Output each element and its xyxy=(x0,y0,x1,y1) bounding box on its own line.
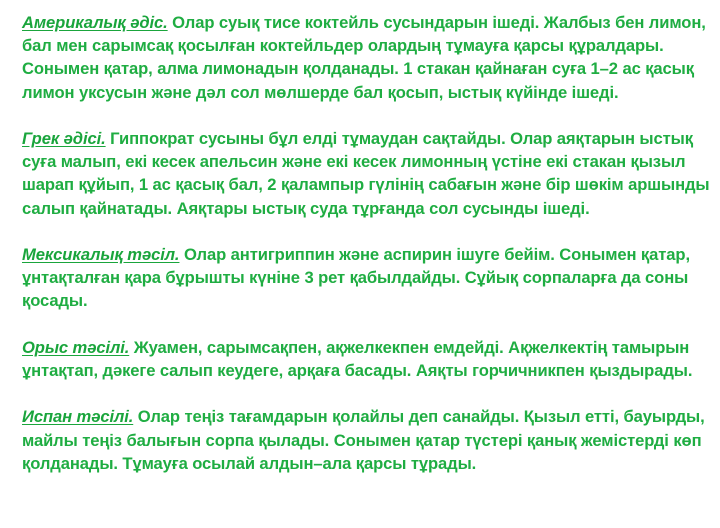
document-body xyxy=(22,11,712,498)
paragraph-heading: Грек әдісі. xyxy=(22,129,106,148)
paragraph-heading: Орыс тәсілі. xyxy=(22,337,130,357)
paragraph-text: Жуамен, сарымсақпен, ақжелкекпен емдейді. Ақжелкектің тамырын ұнтақтап, дәкеге салып кеудеге, арқаға басады. Аяқты горчичникпен қыздырады. xyxy=(22,337,693,380)
paragraph-american-method xyxy=(22,11,712,104)
paragraph-heading: Испан тәсілі. xyxy=(22,407,134,427)
paragraph-text: Олар антигриппин және аспирин ішуге бейім. Сонымен қатар, ұнтақталған қара бұрышты күніне 3 рет қабылдайды. Сұйық сорпаларға да соны қосады. xyxy=(22,245,690,311)
paragraph-mexican-method xyxy=(22,243,712,313)
paragraph-spanish-method xyxy=(22,405,712,475)
paragraph-text: Олар суық тисе коктейль сусындарын ішеді. Жалбыз бен лимон, бал мен сарымсақ қосылған коктейльдер олардың тұмауға қарсы құралдары. Сонымен қатар, алма лимонадын қолданады. 1 стакан қайнаған суға 1–2 ас қасық лимон уксусын және дәл сол мөлшерде бал қосып, ыстық күйінде ішеді. xyxy=(22,13,706,102)
paragraph-text: Олар теңіз тағамдарын қолайлы деп санайды. Қызыл етті, бауырды, майлы теңіз балығын сорпа қылады. Сонымен қатар түстері қанық жемістерді көп қолданады. Тұмауға осылай алдын–ала қарсы тұрады. xyxy=(22,407,705,473)
paragraph-russian-method xyxy=(22,336,712,382)
paragraph-greek-method xyxy=(22,127,712,220)
paragraph-heading: Мексикалық тәсіл. xyxy=(22,245,180,264)
paragraph-text: Гиппократ сусыны бұл елді тұмаудан сақтайды. Олар аяқтарын ыстық суға малып, екі кесек апельсин және екі кесек лимонның үстіне екі стакан қызыл шарап құйып, 1 ас қасық бал, 2 қалампыр гүлінің сабағын және бір шөкім аршынды салып қайнатады. Аяқтары ыстық суда тұрғанда сол сусынды ішеді. xyxy=(22,129,710,218)
paragraph-heading: Америкалық әдіс. xyxy=(22,13,168,32)
